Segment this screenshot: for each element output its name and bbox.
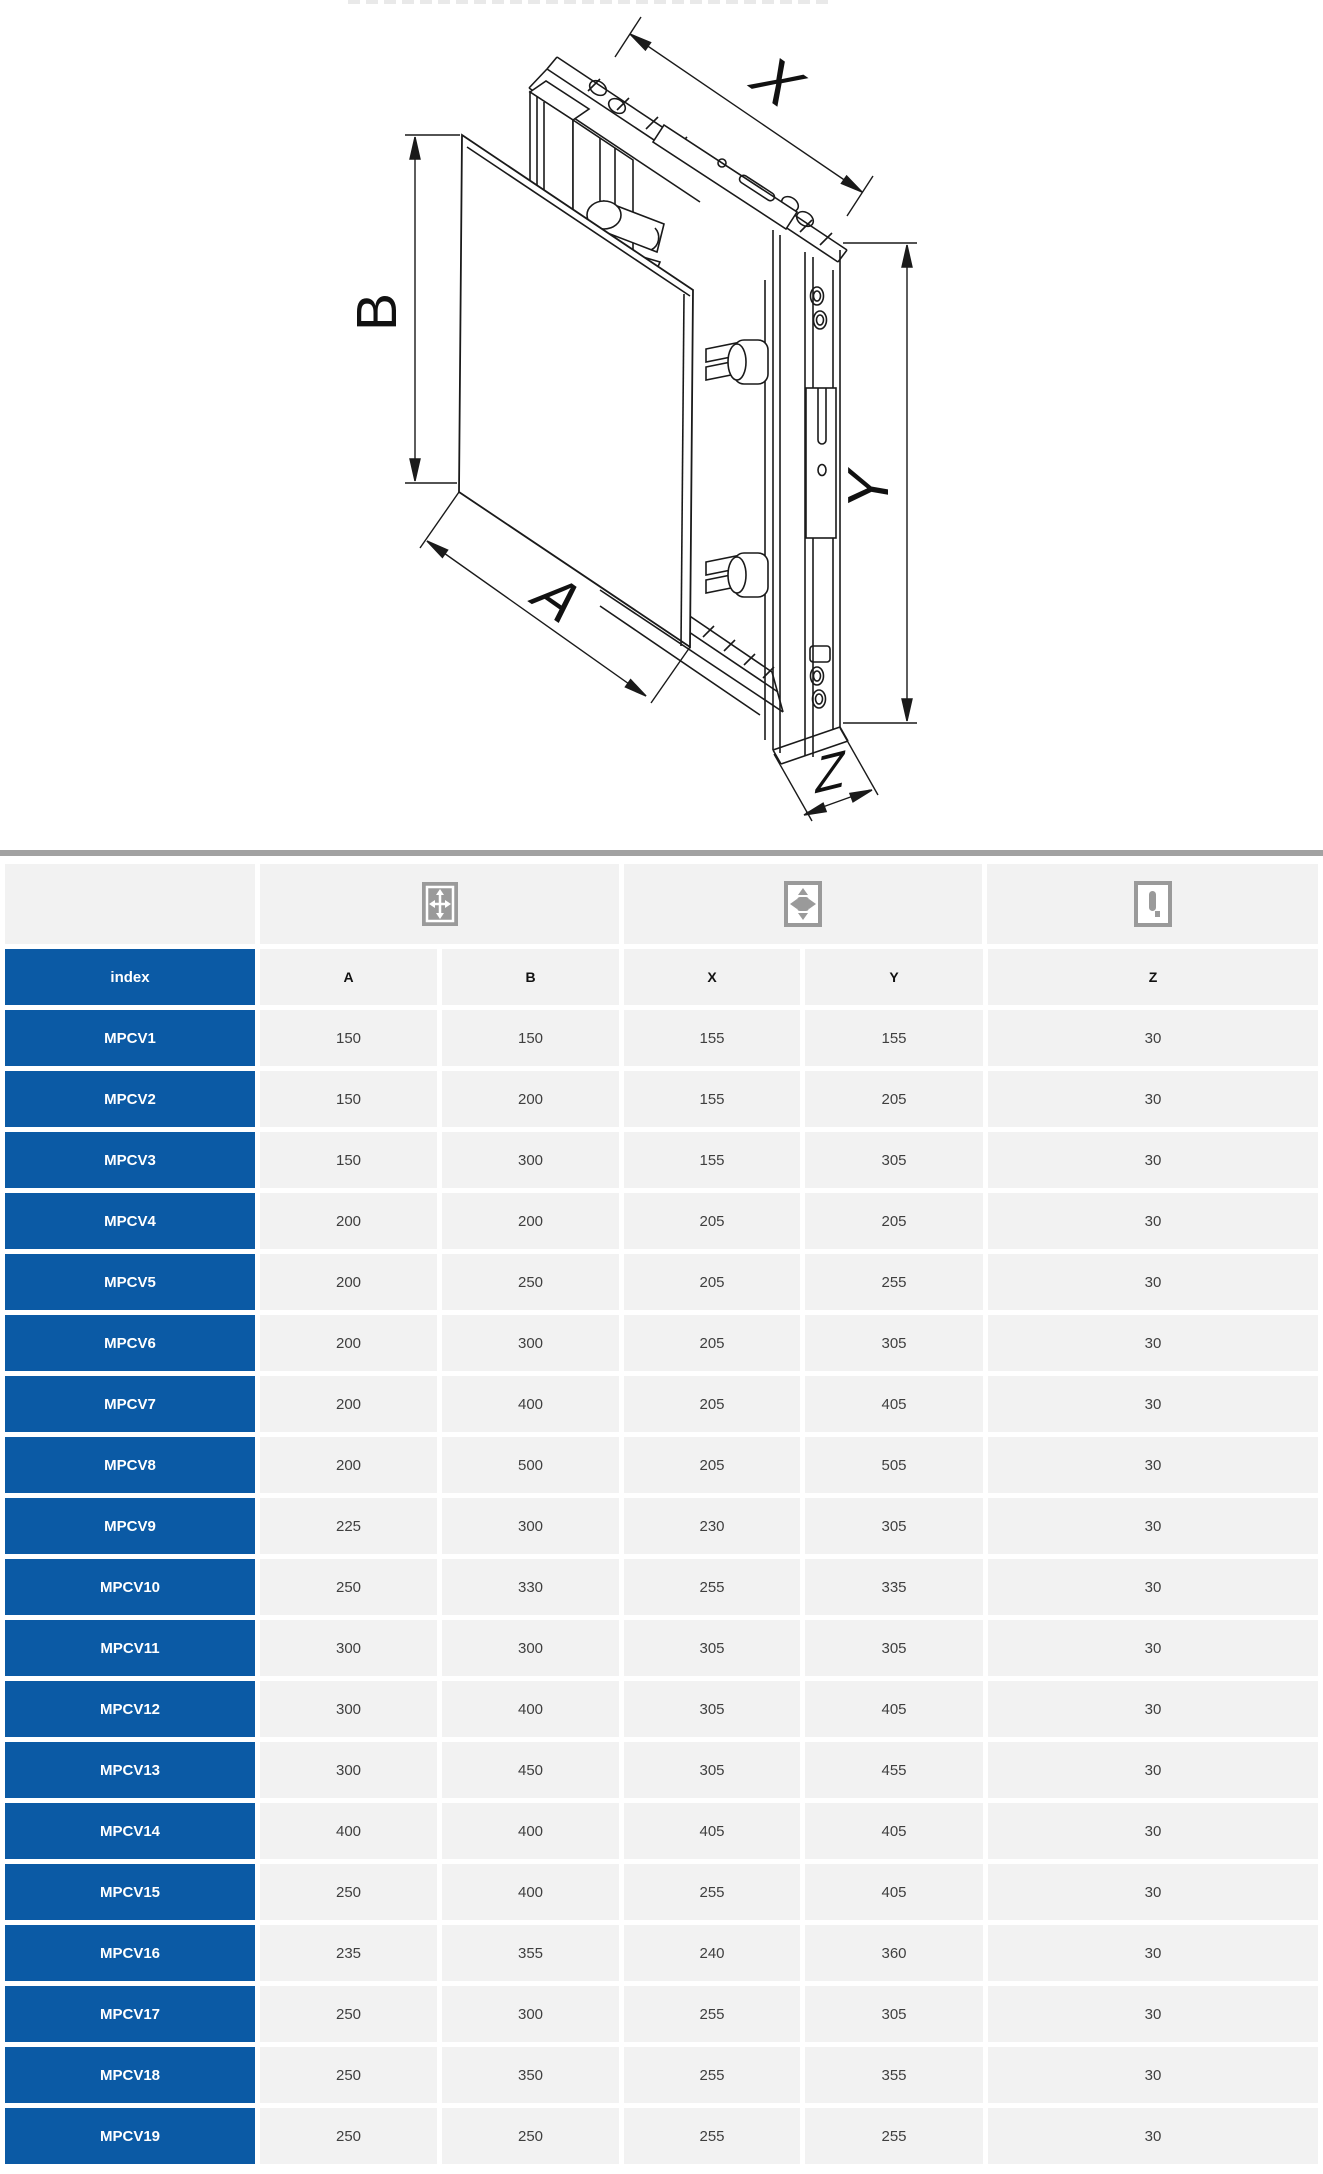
value-cell-B: 200 bbox=[442, 1071, 619, 1127]
table-rows bbox=[5, 1010, 1318, 2164]
value-cell-Z: 30 bbox=[988, 1986, 1318, 2042]
value-cell-A: 250 bbox=[260, 1559, 437, 1615]
door-panel bbox=[459, 135, 693, 647]
column-header-B: B bbox=[442, 949, 619, 1005]
table-row bbox=[5, 1254, 1318, 1310]
row-index-cell: MPCV5 bbox=[5, 1254, 255, 1310]
column-header-X: X bbox=[624, 949, 800, 1005]
value-cell-B: 350 bbox=[442, 2047, 619, 2103]
cam-lock-top bbox=[706, 340, 768, 384]
value-cell-Z: 30 bbox=[988, 1681, 1318, 1737]
column-header-Z: Z bbox=[988, 949, 1318, 1005]
row-index-cell: MPCV19 bbox=[5, 2108, 255, 2164]
value-cell-X: 255 bbox=[624, 2108, 800, 2164]
row-index-cell: MPCV12 bbox=[5, 1681, 255, 1737]
value-cell-X: 205 bbox=[624, 1437, 800, 1493]
value-cell-X: 305 bbox=[624, 1620, 800, 1676]
spec-table bbox=[0, 864, 1323, 2164]
value-cell-B: 355 bbox=[442, 1925, 619, 1981]
value-cell-Z: 30 bbox=[988, 1254, 1318, 1310]
table-row bbox=[5, 1437, 1318, 1493]
value-cell-A: 250 bbox=[260, 1986, 437, 2042]
value-cell-Z: 30 bbox=[988, 1803, 1318, 1859]
table-row bbox=[5, 1803, 1318, 1859]
value-cell-B: 300 bbox=[442, 1620, 619, 1676]
row-index-cell: MPCV18 bbox=[5, 2047, 255, 2103]
value-cell-A: 200 bbox=[260, 1376, 437, 1432]
value-cell-A: 200 bbox=[260, 1315, 437, 1371]
table-row bbox=[5, 1132, 1318, 1188]
value-cell-A: 300 bbox=[260, 1742, 437, 1798]
value-cell-Y: 255 bbox=[805, 1254, 983, 1310]
value-cell-A: 250 bbox=[260, 2047, 437, 2103]
value-cell-Y: 455 bbox=[805, 1742, 983, 1798]
value-cell-B: 400 bbox=[442, 1803, 619, 1859]
value-cell-Y: 405 bbox=[805, 1864, 983, 1920]
value-cell-Z: 30 bbox=[988, 1864, 1318, 1920]
value-cell-X: 155 bbox=[624, 1010, 800, 1066]
outer-dimensions-header-cell bbox=[624, 864, 982, 944]
table-row bbox=[5, 1620, 1318, 1676]
cam-lock-bottom bbox=[706, 553, 768, 597]
table-row bbox=[5, 1925, 1318, 1981]
row-index-cell: MPCV8 bbox=[5, 1437, 255, 1493]
table-row bbox=[5, 1742, 1318, 1798]
value-cell-X: 405 bbox=[624, 1803, 800, 1859]
dimension-B bbox=[405, 135, 460, 483]
value-cell-B: 200 bbox=[442, 1193, 619, 1249]
table-header-row bbox=[5, 949, 1318, 1005]
isometric-panel-drawing bbox=[0, 0, 1323, 850]
value-cell-X: 255 bbox=[624, 2047, 800, 2103]
row-index-cell: MPCV6 bbox=[5, 1315, 255, 1371]
value-cell-Z: 30 bbox=[988, 1620, 1318, 1676]
value-cell-B: 400 bbox=[442, 1864, 619, 1920]
section-divider bbox=[0, 850, 1323, 856]
value-cell-B: 450 bbox=[442, 1742, 619, 1798]
row-index-cell: MPCV17 bbox=[5, 1986, 255, 2042]
value-cell-Z: 30 bbox=[988, 2047, 1318, 2103]
value-cell-Y: 505 bbox=[805, 1437, 983, 1493]
value-cell-X: 240 bbox=[624, 1925, 800, 1981]
value-cell-A: 225 bbox=[260, 1498, 437, 1554]
row-index-cell: MPCV7 bbox=[5, 1376, 255, 1432]
value-cell-Z: 30 bbox=[988, 1498, 1318, 1554]
column-header-Y: Y bbox=[805, 949, 983, 1005]
value-cell-X: 155 bbox=[624, 1071, 800, 1127]
value-cell-A: 400 bbox=[260, 1803, 437, 1859]
value-cell-A: 300 bbox=[260, 1681, 437, 1737]
dim-label-Y: Y bbox=[836, 463, 901, 514]
table-row bbox=[5, 1681, 1318, 1737]
value-cell-A: 250 bbox=[260, 2108, 437, 2164]
value-cell-X: 205 bbox=[624, 1376, 800, 1432]
value-cell-B: 300 bbox=[442, 1498, 619, 1554]
table-row bbox=[5, 1193, 1318, 1249]
value-cell-Z: 30 bbox=[988, 1193, 1318, 1249]
value-cell-Y: 305 bbox=[805, 1315, 983, 1371]
value-cell-B: 300 bbox=[442, 1315, 619, 1371]
table-icon-header-row bbox=[5, 864, 1318, 944]
value-cell-X: 155 bbox=[624, 1132, 800, 1188]
row-index-cell: MPCV3 bbox=[5, 1132, 255, 1188]
row-index-cell: MPCV13 bbox=[5, 1742, 255, 1798]
value-cell-Y: 360 bbox=[805, 1925, 983, 1981]
value-cell-Z: 30 bbox=[988, 1925, 1318, 1981]
value-cell-B: 300 bbox=[442, 1132, 619, 1188]
dim-label-Z: Z bbox=[811, 739, 850, 807]
technical-drawing bbox=[0, 0, 1323, 850]
value-cell-B: 250 bbox=[442, 2108, 619, 2164]
row-index-cell: MPCV9 bbox=[5, 1498, 255, 1554]
value-cell-Z: 30 bbox=[988, 1071, 1318, 1127]
value-cell-B: 300 bbox=[442, 1986, 619, 2042]
table-row bbox=[5, 1315, 1318, 1371]
dim-label-A: A bbox=[517, 566, 599, 632]
value-cell-Y: 355 bbox=[805, 2047, 983, 2103]
table-row bbox=[5, 1559, 1318, 1615]
value-cell-B: 400 bbox=[442, 1681, 619, 1737]
value-cell-Y: 305 bbox=[805, 1132, 983, 1188]
value-cell-Y: 305 bbox=[805, 1986, 983, 2042]
table-row bbox=[5, 1010, 1318, 1066]
value-cell-X: 305 bbox=[624, 1681, 800, 1737]
value-cell-X: 255 bbox=[624, 1864, 800, 1920]
table-row bbox=[5, 1864, 1318, 1920]
column-header-A: A bbox=[260, 949, 437, 1005]
value-cell-X: 305 bbox=[624, 1742, 800, 1798]
table-row bbox=[5, 1986, 1318, 2042]
dim-label-X: X bbox=[735, 47, 821, 117]
inner-dimensions-icon bbox=[421, 881, 459, 927]
value-cell-A: 300 bbox=[260, 1620, 437, 1676]
value-cell-Z: 30 bbox=[988, 1376, 1318, 1432]
table-row bbox=[5, 2108, 1318, 2164]
row-index-cell: MPCV14 bbox=[5, 1803, 255, 1859]
value-cell-B: 500 bbox=[442, 1437, 619, 1493]
value-cell-X: 230 bbox=[624, 1498, 800, 1554]
value-cell-X: 255 bbox=[624, 1986, 800, 2042]
table-row bbox=[5, 2047, 1318, 2103]
value-cell-Y: 405 bbox=[805, 1803, 983, 1859]
value-cell-B: 250 bbox=[442, 1254, 619, 1310]
value-cell-Z: 30 bbox=[988, 2108, 1318, 2164]
value-cell-A: 235 bbox=[260, 1925, 437, 1981]
value-cell-Z: 30 bbox=[988, 1315, 1318, 1371]
depth-header-cell bbox=[987, 864, 1318, 944]
value-cell-X: 255 bbox=[624, 1559, 800, 1615]
inner-dimensions-header-cell bbox=[260, 864, 619, 944]
row-index-cell: MPCV1 bbox=[5, 1010, 255, 1066]
value-cell-A: 250 bbox=[260, 1864, 437, 1920]
row-index-cell: MPCV4 bbox=[5, 1193, 255, 1249]
value-cell-Y: 255 bbox=[805, 2108, 983, 2164]
value-cell-Z: 30 bbox=[988, 1132, 1318, 1188]
row-index-cell: MPCV16 bbox=[5, 1925, 255, 1981]
value-cell-A: 150 bbox=[260, 1132, 437, 1188]
row-index-cell: MPCV11 bbox=[5, 1620, 255, 1676]
value-cell-Y: 305 bbox=[805, 1620, 983, 1676]
value-cell-Z: 30 bbox=[988, 1559, 1318, 1615]
value-cell-B: 150 bbox=[442, 1010, 619, 1066]
value-cell-A: 200 bbox=[260, 1254, 437, 1310]
value-cell-Y: 305 bbox=[805, 1498, 983, 1554]
table-row bbox=[5, 1071, 1318, 1127]
table-row bbox=[5, 1376, 1318, 1432]
value-cell-A: 150 bbox=[260, 1071, 437, 1127]
value-cell-Z: 30 bbox=[988, 1437, 1318, 1493]
index-header-cell: index bbox=[5, 949, 255, 1005]
table-row bbox=[5, 1498, 1318, 1554]
row-index-cell: MPCV15 bbox=[5, 1864, 255, 1920]
value-cell-B: 400 bbox=[442, 1376, 619, 1432]
value-cell-Y: 405 bbox=[805, 1376, 983, 1432]
value-cell-Y: 205 bbox=[805, 1071, 983, 1127]
outer-dimensions-icon bbox=[784, 881, 822, 927]
value-cell-Y: 335 bbox=[805, 1559, 983, 1615]
value-cell-Z: 30 bbox=[988, 1742, 1318, 1798]
dim-label-B: B bbox=[345, 292, 409, 332]
icon-row-spacer bbox=[5, 864, 255, 944]
value-cell-A: 200 bbox=[260, 1437, 437, 1493]
row-index-cell: MPCV10 bbox=[5, 1559, 255, 1615]
value-cell-Y: 155 bbox=[805, 1010, 983, 1066]
value-cell-B: 330 bbox=[442, 1559, 619, 1615]
depth-icon bbox=[1134, 881, 1172, 927]
value-cell-X: 205 bbox=[624, 1315, 800, 1371]
value-cell-X: 205 bbox=[624, 1193, 800, 1249]
value-cell-Y: 405 bbox=[805, 1681, 983, 1737]
value-cell-Z: 30 bbox=[988, 1010, 1318, 1066]
value-cell-A: 200 bbox=[260, 1193, 437, 1249]
row-index-cell: MPCV2 bbox=[5, 1071, 255, 1127]
value-cell-Y: 205 bbox=[805, 1193, 983, 1249]
value-cell-X: 205 bbox=[624, 1254, 800, 1310]
value-cell-A: 150 bbox=[260, 1010, 437, 1066]
